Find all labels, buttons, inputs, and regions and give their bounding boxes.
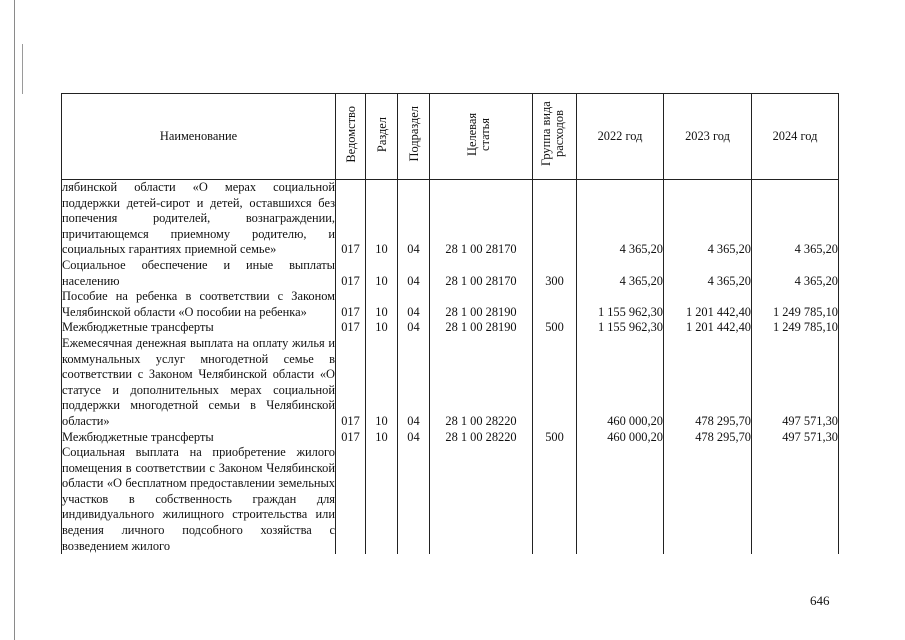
- row-podrazdel: 04: [398, 320, 430, 336]
- row-value-2023: 4 365,20: [664, 258, 752, 289]
- table-header-row: [62, 94, 839, 180]
- row-value-2023: [664, 445, 752, 554]
- row-value-2024: 497 571,30: [752, 430, 839, 446]
- row-vedomstvo: 017: [336, 430, 366, 446]
- row-razdel: [366, 445, 398, 554]
- row-value-2024: [752, 445, 839, 554]
- row-value-2024: 1 249 785,10: [752, 289, 839, 320]
- row-razdel: 10: [366, 289, 398, 320]
- row-vedomstvo: 017: [336, 180, 366, 258]
- table-row: [62, 430, 839, 446]
- row-value-2022: 1 155 962,30: [577, 320, 664, 336]
- header-razdel: Раздел: [366, 94, 398, 180]
- row-target: 28 1 00 28190: [430, 289, 533, 320]
- row-name: Межбюджетные трансферты: [62, 430, 336, 446]
- header-name: Наименование: [62, 94, 336, 180]
- table-row: [62, 336, 839, 430]
- row-podrazdel: 04: [398, 336, 430, 430]
- row-podrazdel: 04: [398, 430, 430, 446]
- row-target: 28 1 00 28220: [430, 336, 533, 430]
- table-body: [62, 180, 839, 555]
- row-podrazdel: [398, 445, 430, 554]
- row-name: лябинской области «О мерах социальной поддержки детей-сирот и детей, оставшихся без попечения родителей, вознаграждении, причитающемся приемному родителю, и социальных гарантиях приемной семье»: [62, 180, 335, 257]
- row-value-2024: 1 249 785,10: [752, 320, 839, 336]
- page-number: 646: [810, 593, 830, 608]
- row-value-2022: 460 000,20: [577, 430, 664, 446]
- row-vedomstvo: 017: [336, 258, 366, 289]
- row-target: 28 1 00 28220: [430, 430, 533, 446]
- row-value-2024: 497 571,30: [752, 336, 839, 430]
- row-group: [533, 289, 577, 320]
- row-value-2022: 4 365,20: [577, 258, 664, 289]
- row-group: 300: [533, 258, 577, 289]
- row-group: [533, 336, 577, 430]
- row-razdel: 10: [366, 430, 398, 446]
- table-row: [62, 180, 839, 258]
- table-row: [62, 320, 839, 336]
- row-target: 28 1 00 28170: [430, 258, 533, 289]
- table-row: [62, 289, 839, 320]
- header-group: Группа вида расходов: [533, 94, 577, 180]
- header-2023: 2023 год: [664, 94, 752, 180]
- row-value-2022: 1 155 962,30: [577, 289, 664, 320]
- row-value-2023: 478 295,70: [664, 430, 752, 446]
- scan-margin-mark: [22, 44, 23, 94]
- row-name: Социальное обеспечение и иные выплаты населению: [62, 257, 335, 288]
- row-value-2023: 4 365,20: [664, 180, 752, 258]
- row-value-2022: 460 000,20: [577, 336, 664, 430]
- row-group: 500: [533, 430, 577, 446]
- row-razdel: 10: [366, 258, 398, 289]
- row-vedomstvo: 017: [336, 336, 366, 430]
- header-podrazdel: Подраздел: [398, 94, 430, 180]
- row-name: Пособие на ребенка в соответствии с Законом Челябинской области «О пособии на ребенка»: [62, 289, 335, 319]
- row-podrazdel: 04: [398, 289, 430, 320]
- header-2022: 2022 год: [577, 94, 664, 180]
- row-value-2024: 4 365,20: [752, 258, 839, 289]
- row-razdel: 10: [366, 320, 398, 336]
- row-razdel: 10: [366, 336, 398, 430]
- row-value-2024: 4 365,20: [752, 180, 839, 258]
- scan-margin-line: [14, 0, 15, 640]
- row-group: 500: [533, 320, 577, 336]
- row-value-2023: 1 201 442,40: [664, 320, 752, 336]
- row-value-2022: 4 365,20: [577, 180, 664, 258]
- row-value-2023: 1 201 442,40: [664, 289, 752, 320]
- row-vedomstvo: 017: [336, 320, 366, 336]
- budget-table: [61, 93, 839, 554]
- row-group: [533, 445, 577, 554]
- header-target: Целевая статья: [430, 94, 533, 180]
- row-target: 28 1 00 28190: [430, 320, 533, 336]
- row-podrazdel: 04: [398, 258, 430, 289]
- row-target: 28 1 00 28170: [430, 180, 533, 258]
- row-razdel: 10: [366, 180, 398, 258]
- row-target: [430, 445, 533, 554]
- row-value-2022: [577, 445, 664, 554]
- row-vedomstvo: 017: [336, 289, 366, 320]
- header-vedomstvo: Ведомство: [336, 94, 366, 180]
- row-name: Социальная выплата на приобретение жилого помещения в соответствии с Законом Челябинской области «О бесплатном предоставлении земельных участков в собственность граждан для индивидуального жилищного строительства или ведения личного подсобного хозяйства с возведением жилого: [62, 445, 335, 553]
- row-name: Межбюджетные трансферты: [62, 320, 336, 336]
- table-row: [62, 445, 839, 554]
- row-vedomstvo: [336, 445, 366, 554]
- row-group: [533, 180, 577, 258]
- header-2024: 2024 год: [752, 94, 839, 180]
- table-row: [62, 258, 839, 289]
- row-value-2023: 478 295,70: [664, 336, 752, 430]
- row-name: Ежемесячная денежная выплата на оплату жилья и коммунальных услуг многодетной семье в соответствии с Законом Челябинской области «О статусе и дополнительных мерах социальной поддержки многодетной семьи в Челябинской области»: [62, 335, 335, 428]
- row-podrazdel: 04: [398, 180, 430, 258]
